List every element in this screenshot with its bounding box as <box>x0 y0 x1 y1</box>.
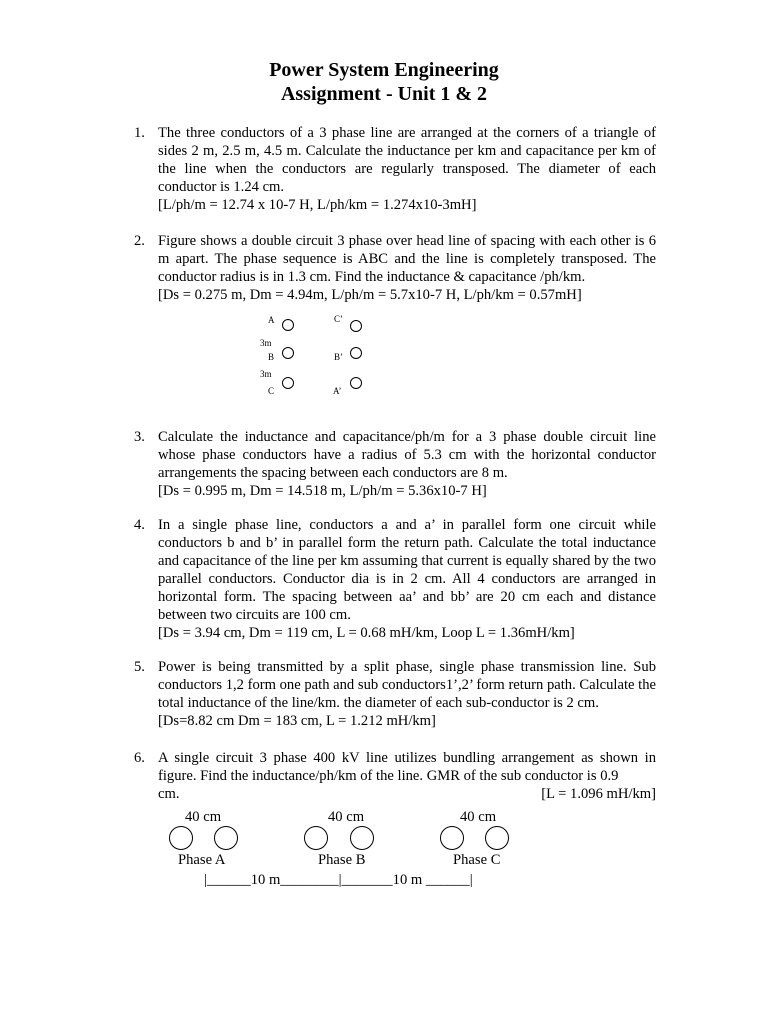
conductor-label-b-prime: B’ <box>334 352 343 362</box>
sub-conductor-circle <box>350 826 374 850</box>
question-text-tail: cm. <box>158 786 180 802</box>
page-title: Power System Engineering <box>269 59 499 81</box>
conductor-label-a: A <box>268 315 275 325</box>
question-text: In a single phase line, conductors a and a’ in parallel form one circuit while conductors b and b’ in parallel form the return path. Calculate the total inductance and capacitance of the line per km assuming that current is equally shared by the two parallel conductors. Conductor dia is in 2 cm. All 4 conductors are arranged in horizontal form. The spacing between aa’ and bb’ are 20 cm each and distance between two circuits are 100 cm. <box>158 517 656 623</box>
question-text: Power is being transmitted by a split phase, single phase transmission line. Sub conductors 1,2 form one path and sub conductors1’,2’ form return path. Calculate the total inductance of the line/km. the diameter of each sub-conductor is 2 cm. <box>158 659 656 711</box>
sub-conductor-circle <box>485 826 509 850</box>
conductor-circle <box>350 347 362 359</box>
sub-conductor-circle <box>214 826 238 850</box>
question-number: 5. <box>134 659 145 675</box>
question-number: 1. <box>134 125 145 141</box>
question-answer: [L/ph/m = 12.74 x 10-7 H, L/ph/km = 1.274x10-3mH] <box>158 197 477 213</box>
question-3 <box>134 428 656 500</box>
question-6 <box>134 749 656 803</box>
question-answer: [L = 1.096 mH/km] <box>541 786 656 802</box>
question-answer: [Ds = 0.275 m, Dm = 4.94m, L/ph/m = 5.7x10-7 H, L/ph/km = 0.57mH] <box>158 287 582 303</box>
bundle-spacing-label: 40 cm <box>460 809 497 825</box>
bundle-spacing-label: 40 cm <box>328 809 365 825</box>
conductor-label-c-prime: C’ <box>334 314 343 324</box>
phase-label-c: Phase C <box>453 852 501 868</box>
spacing-label: 3m <box>260 369 272 379</box>
question-text: The three conductors of a 3 phase line are arranged at the corners of a triangle of sides 2 m, 2.5 m, 4.5 m. Calculate the inductance per km and capacitance per km of the line when the conductors are regularly transposed. The diameter of each conductor is 1.24 cm. <box>158 125 656 195</box>
conductor-circle <box>282 377 294 389</box>
bundle-spacing-label: 40 cm <box>185 809 222 825</box>
conductor-circle <box>350 377 362 389</box>
distance-line: |______10 m________|_______10 m ______| <box>204 872 473 888</box>
page-subtitle: Assignment - Unit 1 & 2 <box>280 83 488 105</box>
question-text: A single circuit 3 phase 400 kV line utilizes bundling arrangement as shown in figure. Find the inductance/ph/km of the line. GMR of the sub conductor is 0.9 <box>158 750 656 784</box>
spacing-label: 3m <box>260 338 272 348</box>
conductor-label-b: B <box>268 352 275 362</box>
conductor-circle <box>350 320 362 332</box>
question-1 <box>134 124 656 214</box>
question-number: 4. <box>134 517 145 533</box>
question-4 <box>134 516 656 642</box>
question-text: Figure shows a double circuit 3 phase over head line of spacing with each other is 6 m apart. The phase sequence is ABC and the line is completely transposed. The conductor radius is in 1.3 cm. Find the inductance & capacitance /ph/km. <box>158 233 656 285</box>
question-answer: [Ds = 0.995 m, Dm = 14.518 m, L/ph/m = 5.36x10-7 H] <box>158 483 487 499</box>
question-text: Calculate the inductance and capacitance/ph/m for a 3 phase double circuit line whose phase conductors have a radius of 5.3 cm with the horizontal conductor arrangements the spacing between each conductors are 8 m. <box>158 429 656 481</box>
question-5 <box>134 658 656 730</box>
question-number: 6. <box>134 750 145 766</box>
sub-conductor-circle <box>440 826 464 850</box>
conductor-circle <box>282 319 294 331</box>
conductor-label-a-prime: A’ <box>333 386 342 396</box>
conductor-label-c: C <box>268 386 275 396</box>
question-answer: [Ds=8.82 cm Dm = 183 cm, L = 1.212 mH/km] <box>158 713 436 729</box>
sub-conductor-circle <box>304 826 328 850</box>
question-2 <box>134 232 656 304</box>
question-number: 2. <box>134 233 145 249</box>
question-answer: [Ds = 3.94 cm, Dm = 119 cm, L = 0.68 mH/km, Loop L = 1.36mH/km] <box>158 625 575 641</box>
phase-label-a: Phase A <box>178 852 226 868</box>
phase-label-b: Phase B <box>318 852 366 868</box>
conductor-circle <box>282 347 294 359</box>
sub-conductor-circle <box>169 826 193 850</box>
question-number: 3. <box>134 429 145 445</box>
